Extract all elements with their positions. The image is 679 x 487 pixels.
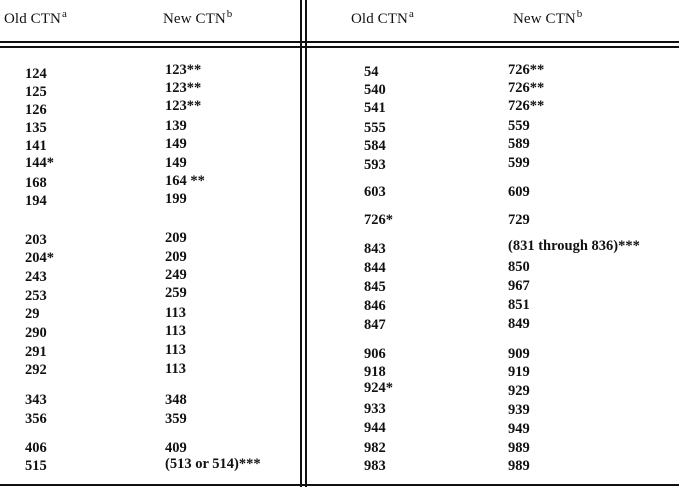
left-old-ctn: 194 [25, 193, 47, 209]
right-old-ctn: 593 [364, 157, 386, 173]
header-new-ctn-right-note: b [576, 8, 583, 20]
left-old-ctn: 135 [25, 120, 47, 136]
right-new-ctn: 989 [508, 458, 530, 474]
header-new-ctn-right-label: New CTN [513, 11, 576, 27]
right-old-ctn: 844 [364, 260, 386, 276]
left-new-ctn: 348 [165, 392, 187, 408]
left-new-ctn: 123** [165, 62, 202, 78]
left-old-ctn: 141 [25, 138, 47, 154]
header-old-ctn-right [351, 8, 414, 28]
left-old-ctn: 124 [25, 66, 47, 82]
right-old-ctn: 983 [364, 458, 386, 474]
header-old-ctn-right-note: a [408, 8, 414, 20]
right-new-ctn: 949 [508, 421, 530, 437]
right-old-ctn: 555 [364, 120, 386, 136]
left-old-ctn: 203 [25, 232, 47, 248]
left-old-ctn: 356 [25, 411, 47, 427]
left-new-ctn: 113 [165, 361, 186, 377]
left-new-ctn: 123** [165, 98, 202, 114]
right-old-ctn: 54 [364, 64, 379, 80]
right-old-ctn: 933 [364, 401, 386, 417]
header-old-ctn-left-note: a [61, 8, 67, 20]
right-new-ctn: 726** [508, 98, 545, 114]
left-new-ctn: 164 ** [165, 173, 205, 189]
left-new-ctn: 139 [165, 118, 187, 134]
left-new-ctn: (513 or 514)*** [165, 456, 261, 472]
header-rule-top [0, 41, 679, 43]
column-divider-left [300, 0, 302, 487]
left-old-ctn: 515 [25, 458, 47, 474]
left-old-ctn: 290 [25, 325, 47, 341]
right-old-ctn: 982 [364, 440, 386, 456]
right-new-ctn: 726** [508, 80, 545, 96]
left-old-ctn: 243 [25, 269, 47, 285]
right-new-ctn: 967 [508, 278, 530, 294]
header-old-ctn-right-label: Old CTN [351, 11, 408, 27]
right-new-ctn: 729 [508, 212, 530, 228]
right-new-ctn: 599 [508, 155, 530, 171]
left-new-ctn: 113 [165, 342, 186, 358]
left-new-ctn: 113 [165, 305, 186, 321]
left-old-ctn: 29 [25, 306, 40, 322]
left-new-ctn: 409 [165, 440, 187, 456]
header-new-ctn-left-label: New CTN [163, 11, 226, 27]
left-new-ctn: 259 [165, 285, 187, 301]
table-bottom-rule [0, 484, 679, 486]
left-old-ctn: 291 [25, 344, 47, 360]
right-new-ctn: (831 through 836)*** [508, 238, 640, 254]
left-new-ctn: 123** [165, 80, 202, 96]
right-old-ctn: 726* [364, 212, 393, 228]
left-old-ctn: 292 [25, 362, 47, 378]
header-new-ctn-left [163, 8, 232, 28]
right-old-ctn: 845 [364, 279, 386, 295]
left-old-ctn: 168 [25, 175, 47, 191]
left-new-ctn: 249 [165, 267, 187, 283]
left-new-ctn: 359 [165, 411, 187, 427]
left-new-ctn: 113 [165, 323, 186, 339]
right-new-ctn: 909 [508, 346, 530, 362]
left-old-ctn: 253 [25, 288, 47, 304]
left-old-ctn: 126 [25, 102, 47, 118]
left-new-ctn: 209 [165, 230, 187, 246]
right-old-ctn: 944 [364, 420, 386, 436]
header-new-ctn-left-note: b [226, 8, 233, 20]
left-old-ctn: 406 [25, 440, 47, 456]
right-new-ctn: 929 [508, 383, 530, 399]
left-old-ctn: 144* [25, 155, 54, 171]
right-old-ctn: 584 [364, 138, 386, 154]
right-old-ctn: 924* [364, 380, 393, 396]
header-old-ctn-left [4, 8, 67, 28]
right-new-ctn: 589 [508, 136, 530, 152]
left-old-ctn: 125 [25, 84, 47, 100]
right-old-ctn: 603 [364, 184, 386, 200]
right-new-ctn: 849 [508, 316, 530, 332]
left-new-ctn: 149 [165, 136, 187, 152]
left-new-ctn: 209 [165, 249, 187, 265]
column-divider-right [305, 0, 307, 487]
right-old-ctn: 918 [364, 364, 386, 380]
right-new-ctn: 989 [508, 440, 530, 456]
header-new-ctn-right [513, 8, 582, 28]
left-old-ctn: 204* [25, 250, 54, 266]
right-old-ctn: 541 [364, 100, 386, 116]
right-new-ctn: 850 [508, 259, 530, 275]
right-new-ctn: 851 [508, 297, 530, 313]
right-old-ctn: 906 [364, 346, 386, 362]
right-old-ctn: 846 [364, 298, 386, 314]
right-old-ctn: 540 [364, 82, 386, 98]
header-rule-bottom [0, 46, 679, 48]
right-new-ctn: 919 [508, 364, 530, 380]
left-new-ctn: 199 [165, 191, 187, 207]
right-old-ctn: 843 [364, 241, 386, 257]
right-new-ctn: 609 [508, 184, 530, 200]
right-new-ctn: 726** [508, 62, 545, 78]
right-new-ctn: 559 [508, 118, 530, 134]
right-new-ctn: 939 [508, 402, 530, 418]
header-old-ctn-left-label: Old CTN [4, 11, 61, 27]
left-new-ctn: 149 [165, 155, 187, 171]
left-old-ctn: 343 [25, 392, 47, 408]
right-old-ctn: 847 [364, 317, 386, 333]
